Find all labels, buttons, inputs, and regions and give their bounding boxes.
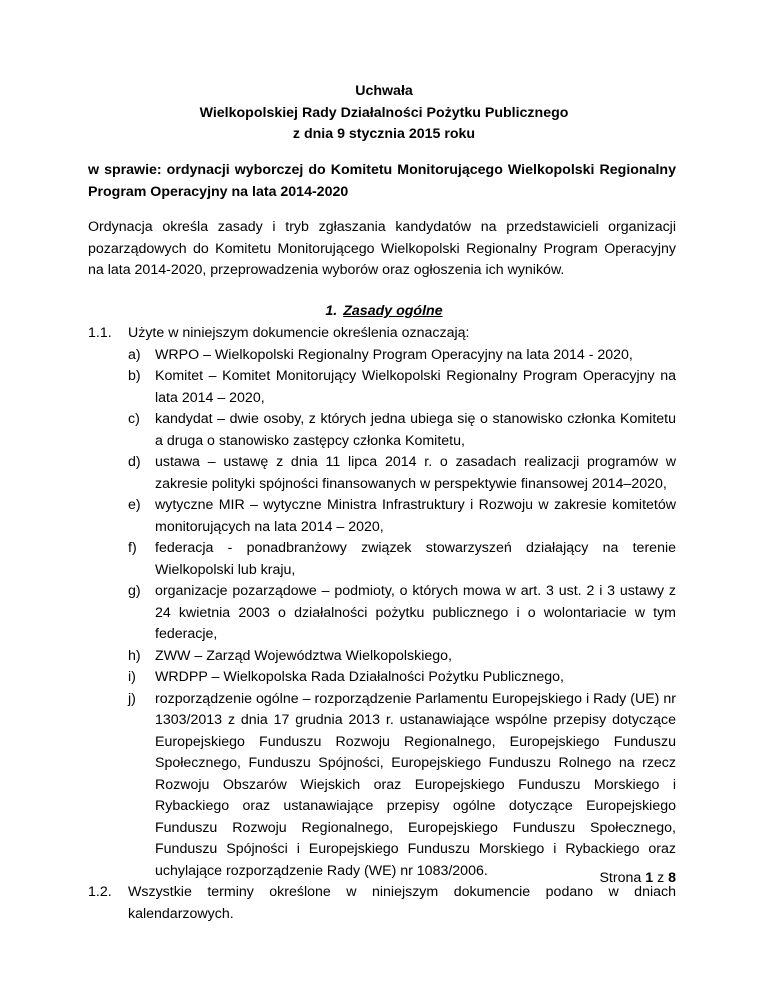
definition-text: ustawa – ustawę z dnia 11 lipca 2014 r. o zasadach realizacji programów w zakresie polityki spójności finansowanych w perspektywie finansowej 2014–2020, bbox=[155, 454, 676, 492]
definition-item bbox=[0, 646, 676, 668]
definition-letter: g) bbox=[128, 583, 141, 599]
definition-item bbox=[0, 581, 676, 646]
paragraph-text: Użyte w niniejszym dokumencie określenia oznaczają: bbox=[128, 325, 470, 341]
definition-letter: c) bbox=[128, 411, 140, 427]
definition-letter: b) bbox=[128, 368, 141, 384]
section-heading bbox=[0, 301, 768, 323]
paragraph-1-1 bbox=[0, 323, 676, 345]
definition-letter: e) bbox=[128, 497, 141, 513]
definition-text: wytyczne MIR – wytyczne Ministra Infrastruktury i Rozwoju w zakresie komitetów monitorujących na lata 2014 – 2020, bbox=[155, 497, 676, 535]
page-number bbox=[0, 868, 676, 890]
definition-text: kandydat – dwie osoby, z których jedna ubiega się o stanowisko członka Komitetu a druga o stanowisko zastępcy członka Komitetu, bbox=[155, 411, 676, 449]
definition-letter: h) bbox=[128, 647, 141, 664]
paragraph-text: Wszystkie terminy określone w niniejszym dokumencie podano w dniach kalendarzowych. bbox=[128, 884, 676, 922]
intro-paragraph: Ordynacja określa zasady i tryb zgłaszania kandydatów na przedstawicieli organizacji pozarządowych do Komitetu Monitorującego Wielkopolski Regionalny Program Operacyjny na lata 2014-2020, przeprowadzenia wyborów oraz ogłoszenia ich wyników. bbox=[88, 219, 676, 278]
definition-item bbox=[0, 452, 676, 495]
header-issuer: Wielkopolskiej Rady Działalności Pożytku Publicznego bbox=[199, 104, 569, 121]
header-title: Uchwała bbox=[355, 83, 413, 99]
definition-text: Komitet – Komitet Monitorujący Wielkopolski Regionalny Program Operacyjny na lata 2014 – 2020, bbox=[155, 368, 676, 406]
resolution-subject: w sprawie: ordynacji wyborczej do Komitetu Monitorującego Wielkopolski Regionalny Program Operacyjny na lata 2014-2020 bbox=[88, 162, 676, 200]
page-current: 1 bbox=[645, 870, 654, 886]
definition-text: federacja - ponadbranżowy związek stowarzyszeń działający na terenie Wielkopolski lub kraju, bbox=[155, 540, 676, 578]
header-date: z dnia 9 stycznia 2015 roku bbox=[292, 126, 476, 142]
definition-text: rozporządzenie ogólne – rozporządzenie Parlamentu Europejskiego i Rady (UE) nr 1303/2013 z dnia 17 grudnia 2013 r. ustanawiające wspólne przepisy dotyczące Europejskiego Funduszu Rozwoju Regionalnego, Europejskiego Funduszu Społecznego, Funduszu Spójności, Europejskiego Funduszu Rolnego na rzecz Rozwoju Obszarów Wiejskich oraz Europejskiego Funduszu Morskiego i Rybackiego oraz ustanawiające przepisy ogólne dotyczące Europejskiego Funduszu Rozwoju Regionalnego, Europejskiego Funduszu Społecznego, Funduszu Spójności i Europejskiego Funduszu Morskiego i Rybackiego oraz uchylające rozporządzenie Rady (WE) nr 1083/2006. bbox=[155, 690, 676, 879]
definition-item bbox=[0, 538, 676, 581]
definition-item bbox=[0, 667, 676, 689]
page-total: 8 bbox=[668, 870, 676, 886]
page-separator: z bbox=[657, 870, 665, 886]
section-title: Zasady ogólne bbox=[343, 303, 443, 319]
section-content bbox=[0, 323, 768, 925]
definition-letter: i) bbox=[128, 669, 136, 685]
definition-item bbox=[0, 345, 676, 367]
definition-item bbox=[0, 409, 676, 452]
definition-letter: a) bbox=[128, 346, 141, 363]
paragraph-number: 1.1. bbox=[88, 325, 112, 341]
definition-text: WRDPP – Wielkopolska Rada Działalności Pożytku Publicznego, bbox=[155, 669, 564, 685]
paragraph-number: 1.2. bbox=[88, 884, 112, 900]
definition-item bbox=[0, 366, 676, 409]
definition-text: organizacje pozarządowe – podmioty, o których mowa w art. 3 ust. 2 i 3 ustawy z 24 kwietnia 2003 o działalności pożytku publicznego i o wolontariacie w tym federacje, bbox=[155, 583, 676, 642]
definition-letter: d) bbox=[128, 454, 141, 470]
page-label: Strona bbox=[599, 870, 642, 886]
definition-text: WRPO – Wielkopolski Regionalny Program Operacyjny na lata 2014 - 2020, bbox=[155, 346, 633, 363]
definition-letter: f) bbox=[128, 540, 137, 556]
document-header bbox=[0, 81, 768, 146]
definition-letter: j) bbox=[128, 690, 136, 707]
section-number: 1. bbox=[325, 303, 338, 319]
definition-item bbox=[0, 495, 676, 538]
definition-item bbox=[0, 689, 676, 883]
definition-text: ZWW – Zarząd Województwa Wielkopolskiego, bbox=[155, 647, 452, 664]
